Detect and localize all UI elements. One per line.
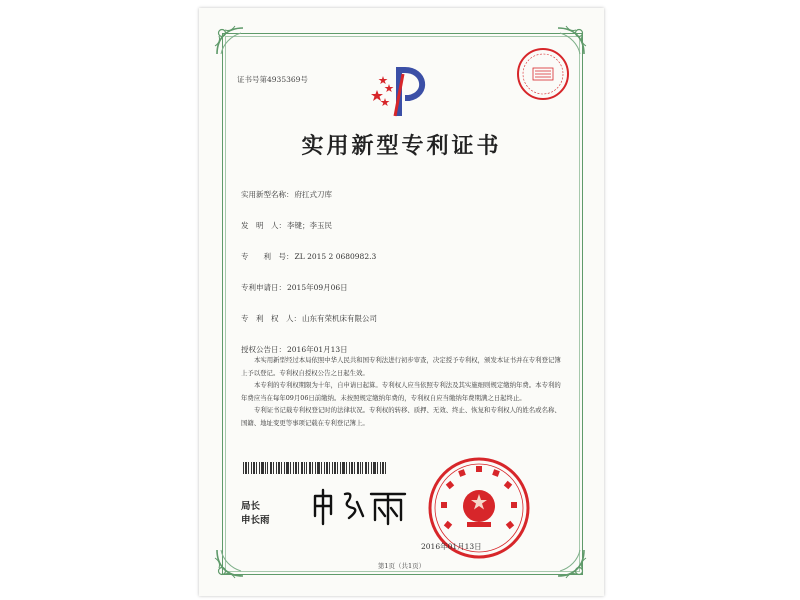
certificate-title: 实用新型专利证书 — [301, 133, 502, 159]
patent-office-logo — [369, 64, 439, 120]
certificate-paper — [199, 8, 604, 596]
field-value: 山东有荣机床有限公司 — [302, 314, 377, 323]
patentee-field — [241, 313, 377, 324]
field-label: 发 明 人： — [241, 221, 286, 230]
director-name: 申长雨 — [241, 515, 270, 526]
field-value: 2016年01月13日 — [287, 345, 348, 354]
director-title: 局长 — [241, 501, 261, 512]
field-value: 府扛式刀库 — [294, 190, 332, 199]
certificate-number: 证书号第4935369号 — [237, 75, 308, 84]
field-label: 授权公告日： — [241, 345, 286, 354]
director-signature — [309, 486, 413, 526]
field-label: 专利申请日： — [241, 283, 286, 292]
field-value: 李键；李玉民 — [287, 221, 332, 230]
patent-number-field — [241, 251, 376, 262]
utility-model-name-field — [241, 189, 332, 200]
field-label: 实用新型名称： — [241, 190, 294, 199]
page-number: 第1页（共1页） — [377, 562, 426, 570]
field-value: 2015年09月06日 — [287, 283, 348, 292]
field-value: ZL 2015 2 0680982.3 — [294, 252, 377, 261]
application-date-field — [241, 282, 348, 293]
director-block — [241, 500, 270, 528]
field-label: 专 利 号： — [241, 252, 294, 261]
body-paragraph: 本实用新型经过本局依照中华人民共和国专利法进行初步审查，决定授予专利权，颁发本证书并在专利登记簿上予以登记。专利权自授权公告之日起生效。 — [241, 356, 561, 377]
body-paragraph: 本专利的专利权期限为十年，自申请日起算。专利权人应当依照专利法及其实施细则规定缴纳年费。本专利的年费应当在每年09月06日前缴纳。未按照规定缴纳年费的，专利权自应当缴纳年费期满之日起终止。 — [241, 381, 561, 402]
barcode — [243, 462, 387, 474]
corner-ornament — [213, 24, 247, 58]
certificate-body — [241, 354, 563, 430]
seal-date: 2016年01月13日 — [421, 542, 482, 551]
top-seal-stamp — [515, 46, 571, 102]
body-paragraph: 专利证书记载专利权登记时的法律状况。专利权的转移、质押、无效、终止、恢复和专利权人的姓名或名称、国籍、地址变更等事项记载在专利登记簿上。 — [241, 406, 561, 427]
inventor-field — [241, 220, 332, 231]
field-label: 专 利 权 人： — [241, 314, 301, 323]
